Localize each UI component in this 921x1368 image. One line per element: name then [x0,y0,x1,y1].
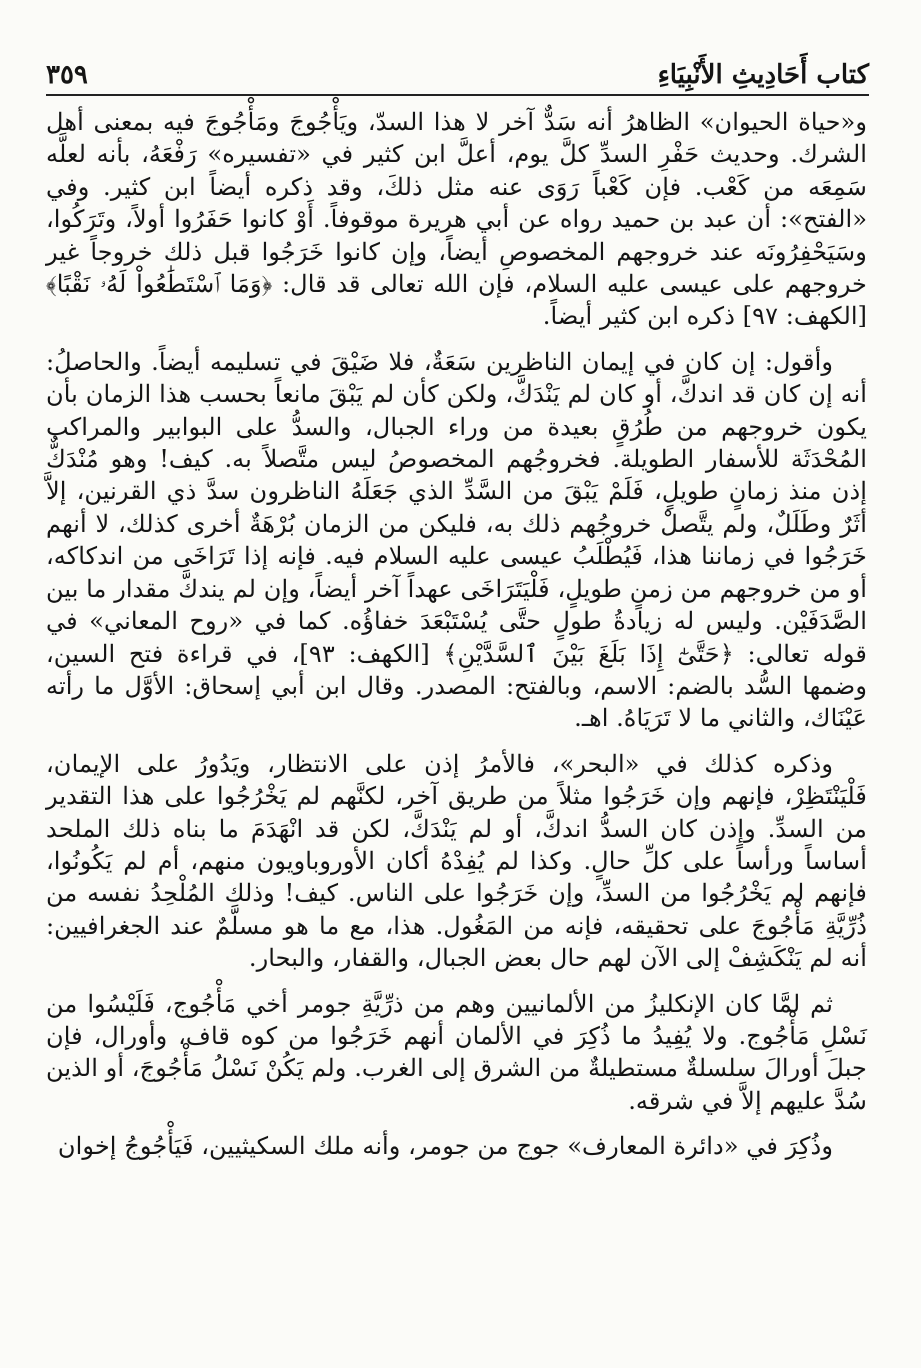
page-body [46,106,867,1163]
paragraph-1: و«حياة الحيوان» الظاهرُ أنه سَدٌّ آخر لا هذا السدّ، ويَأْجُوجَ ومَأْجُوجَ فيه بمعنى أهل الشرك. وحديث حَفْرِ السدِّ كلَّ يوم، أعلَّ ابن كثير في «تفسيره» رَفْعَهُ، بأنه لعلَّه سَمِعَه من كَعْب. فإن كَعْباً رَوَى عنه مثل ذلكَ، وقد ذكره أيضاً ابن كثير. وفي «الفتح»: أن عبد بن حميد رواه عن أبي هريرة موقوفاً. أَوْ كانوا حَفَرُوا أولاً، وتَرَكُوا، وسَيَحْفِرُونَه عند خروجهم المخصوصِ أيضاً، وإن كانوا خَرَجُوا قبل ذلك خروجاً غير خروجهم على عيسى عليه السلام، فإن الله تعالى قد قال: ﴿وَمَا ٱسْتَطَٰعُواْ لَهُۥ نَقْبًا﴾ [الكهف: ٩٧] ذكره ابن كثير أيضاً. [46,108,867,331]
page-number: ٣٥٩ [46,60,88,90]
running-title: كتاب أَحَادِيثِ الأَنْبِيَاءِ [657,60,869,90]
paragraph-3: وذكره كذلك في «البحر»، فالأمرُ إذن على الانتظار، ويَدُورُ على الإيمان، فَلْيَنْتَظِرْ، فإنهم وإن خَرَجُوا مثلاً من طريق آخر، لكنَّهم لم يَخْرُجُوا على هذا التقدير من السدِّ. وإذن كان السدُّ اندكَّ، أو لم يَنْدَكَّ، لكن قد انْهَدَمَ ما بناه ذلك الملحد أساساً ورأساً على كلِّ حالٍ. وكذا لم يُفِدْهُ أكان الأوروباويون منهم، أم لم يَكُونُوا، فإنهم لم يَخْرُجُوا من السدِّ، وإن خَرَجُوا على الناس. كيف! وذلك المُلْحِدُ نفسه من ذُرِّيَّةِ مَأْجُوجَ على تحقيقه، فإنه من المَغُول. هذا، مع ما هو مسلَّمٌ عند الجغرافيين: أنه لم يَنْكَشِفْ إلى الآن لهم حال بعض الجبال، والقفار، والبحار. [46,749,867,973]
paragraph-4: ثم لمَّا كان الإنكليزُ من الألمانيين وهم من ذرِّيَّةِ جومر أخي مَأْجُوج، فَلَيْسُوا من نَسْلِ مَأْجُوج. ولا يُفِيدُ ما ذُكِرَ في الألمان أنهم خَرَجُوا من كوه قاف، وأورال، فإن جبلَ أورالَ سلسلةٌ مستطيلةٌ من الشرق إلى الغرب. ولم يَكُنْ نَسْلُ مَأْجُوجَ، أو الذين سُدَّ عليهم إلاَّ في شرقه. [46,989,867,1115]
page-header [46,50,869,96]
paragraph-2: وأقول: إن كان في إيمان الناظرين سَعَةٌ، فلا ضَيْقَ في تسليمه أيضاً. والحاصلُ: أنه إن كان قد اندكَّ، أو كان لم يَنْدَكَّ، ولكن كأن لم يَبْقَ مانعاً بحسب هذا الزمان بأن يكون خروجهم من طُرُقٍ بعيدة من وراء الجبال، والسدُّ على البوابير والمراكب المُحْدَثَة للأسفار الطويلة. فخروجُهم المخصوصُ ليس متَّصلاً به. كيف! وهو مُنْدَكٌّ إذن منذ زمانٍ طويلٍ، فَلَمْ يَبْقَ من السَّدِّ الذي جَعَلَهُ الناظرون سدَّ ذي القرنين، إلاَّ أثَرٌ وطَلَلٌ، ولم يتَّصلْ خروجُهم ذلك به، فليكن من الزمان بُرْهَةٌ أخرى كذلك، لا أنهم خَرَجُوا في زماننا هذا، فَيُطْلَبُ عيسى عليه السلام فيه. فإنه إذا تَرَاخَى من اندكاكه، أو من خروجهم من زمنٍ طويلٍ، فَلْيَتَرَاخَى عهداً آخر أيضاً، وإن لم يندكَّ مقدار ما بين الصَّدَفَيْن. وليس له زيادةُ طولٍ حتَّى يُسْتَبْعَدَ خفاؤُه. كما في «روح المعاني» في قوله تعالى: ﴿حَتَّىٰٓ إِذَا بَلَغَ بَيْنَ ٱلسَّدَّيْنِ﴾ [الكهف: ٩٣]، في قراءة فتح السين، وضمها السُّد بالضم: الاسم، وبالفتح: المصدر. وقال ابن أبي إسحاق: الأوَّل ما رأته عَيْنَاك، والثاني ما لا تَرَيَاهُ. اهـ. [46,347,867,733]
paragraph-5: وذُكِرَ في «دائرة المعارف» جوج من جومر، وأنه ملك السكيثيين، فَيَأْجُوجُ إخوان [57,1132,833,1161]
